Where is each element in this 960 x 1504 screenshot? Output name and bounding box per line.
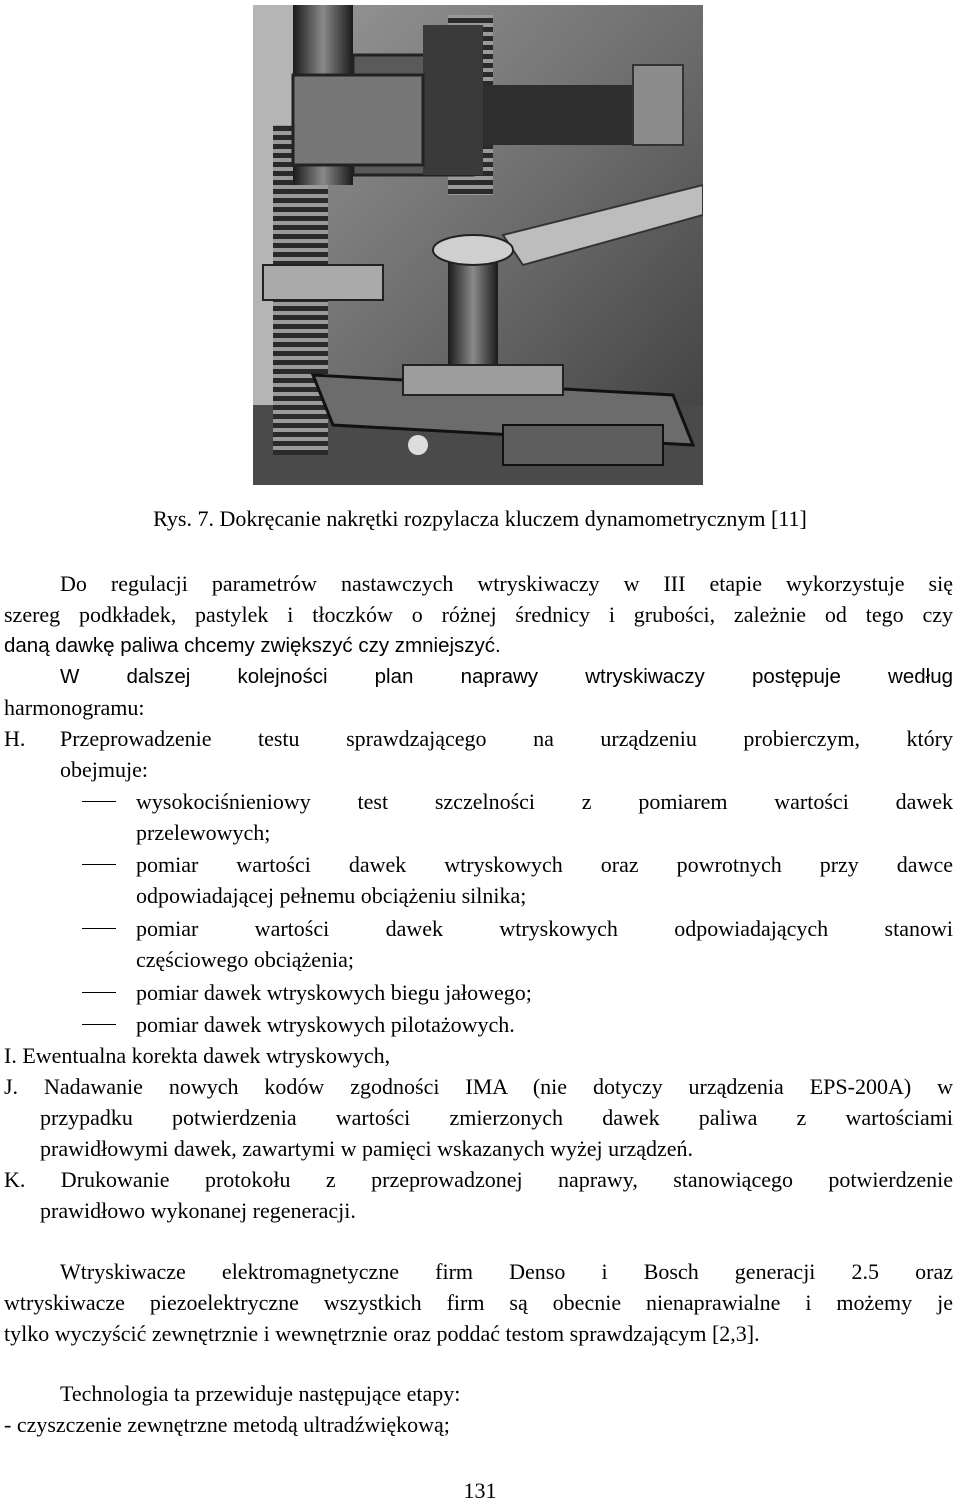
- figure-caption: Rys. 7. Dokręcanie nakrętki rozpylacza kluczem dynamometrycznym [11]: [153, 506, 807, 531]
- bullet1-line1: wysokociśnieniowy test szczelności z pomiarem wartości dawek: [136, 789, 953, 814]
- figure-photo: [253, 5, 703, 485]
- item-h-line2: obejmuje:: [60, 757, 148, 782]
- item-i: I. Ewentualna korekta dawek wtryskowych,: [4, 1043, 391, 1068]
- item-h-line1: Przeprowadzenie testu sprawdzającego na urządzeniu probierczym, który: [60, 726, 953, 751]
- page-number: 131: [463, 1478, 497, 1503]
- para3-line2: wtryskiwacze piezoelektryczne wszystkich firm są obecnie nienaprawialne i możemy je: [4, 1290, 953, 1315]
- bullet5-line1: pomiar dawek wtryskowych pilotażowych.: [136, 1012, 515, 1037]
- bullet-dash: [82, 1024, 116, 1025]
- bullet3-line1: pomiar wartości dawek wtryskowych odpowiadających stanowi: [136, 916, 953, 941]
- para4-line2: - czyszczenie zewnętrzne metodą ultradźwiękową;: [4, 1412, 450, 1437]
- bullet-dash: [82, 928, 116, 929]
- para3-line3: tylko wyczyścić zewnętrznie i wewnętrznie oraz poddać testom sprawdzającym [2,3].: [4, 1321, 760, 1346]
- bullet-dash: [82, 801, 116, 802]
- item-k-line2: prawidłowo wykonanej regeneracji.: [40, 1198, 356, 1223]
- para2-line2: harmonogramu:: [4, 695, 145, 720]
- bullet1-line2: przelewowych;: [136, 820, 271, 845]
- para2-line1: W dalszej kolejności plan naprawy wtryskiwaczy postępuje według: [60, 665, 953, 688]
- bullet2-line1: pomiar wartości dawek wtryskowych oraz powrotnych przy dawce: [136, 852, 953, 877]
- bullet3-line2: częściowego obciążenia;: [136, 947, 355, 972]
- bullet2-line2: odpowiadającej pełnemu obciążeniu silnika;: [136, 883, 527, 908]
- para1-line1: Do regulacji parametrów nastawczych wtryskiwaczy w III etapie wykorzystuje się: [60, 571, 953, 596]
- para1-line3: daną dawkę paliwa chcemy zwiększyć czy zmniejszyć.: [4, 634, 501, 657]
- para3-line1: Wtryskiwacze elektromagnetyczne firm Denso i Bosch generacji 2.5 oraz: [60, 1259, 953, 1284]
- para4-line1: Technologia ta przewiduje następujące etapy:: [60, 1381, 461, 1406]
- bullet-dash: [82, 864, 116, 865]
- item-j-line3: prawidłowymi dawek, zawartymi w pamięci wskazanych wyżej urządzeń.: [40, 1136, 694, 1161]
- bullet4-line1: pomiar dawek wtryskowych biegu jałowego;: [136, 980, 532, 1005]
- item-j-line2: przypadku potwierdzenia wartości zmierzonych dawek paliwa z wartościami: [40, 1105, 953, 1130]
- item-j-line1: J. Nadawanie nowych kodów zgodności IMA (nie dotyczy urządzenia EPS-200A) w: [4, 1074, 953, 1099]
- para1-line2: szereg podkładek, pastylek i tłoczków o różnej średnicy i grubości, zależnie od tego czy: [4, 602, 953, 627]
- item-h-marker: H.: [4, 726, 26, 751]
- item-k-line1: K. Drukowanie protokołu z przeprowadzonej naprawy, stanowiącego potwierdzenie: [4, 1167, 953, 1192]
- bullet-dash: [82, 992, 116, 993]
